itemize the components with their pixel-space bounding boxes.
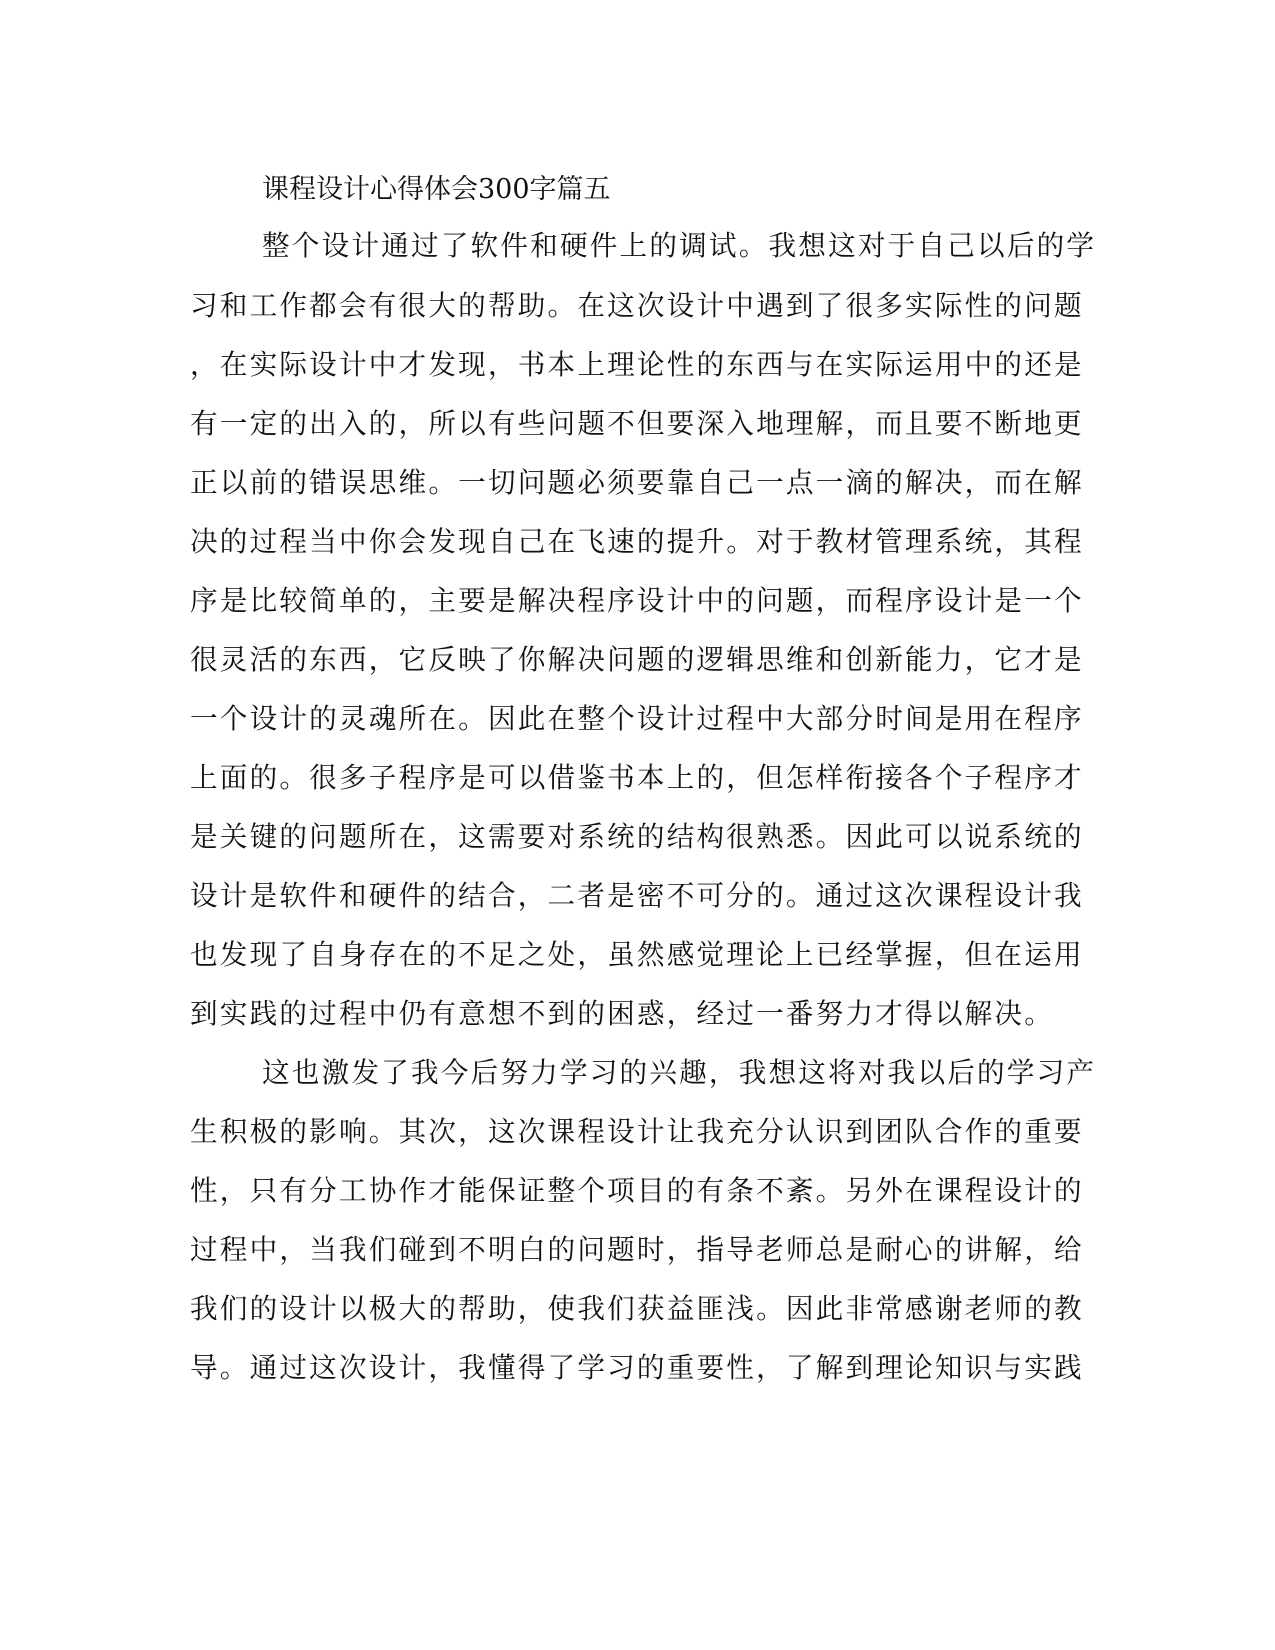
paragraph-line: 习和工作都会有很大的帮助。在这次设计中遇到了很多实际性的问题 <box>190 289 1084 322</box>
paragraph-line: 我们的设计以极大的帮助，使我们获益匪浅。因此非常感谢老师的教 <box>190 1292 1084 1325</box>
paragraph-line: 性，只有分工协作才能保证整个项目的有条不紊。另外在课程设计的 <box>190 1174 1084 1207</box>
paragraph-line: 序是比较简单的，主要是解决程序设计中的问题，而程序设计是一个 <box>190 584 1084 617</box>
paragraph-line: 生积极的影响。其次，这次课程设计让我充分认识到团队合作的重要 <box>190 1115 1084 1148</box>
paragraph-line: 决的过程当中你会发现自己在飞速的提升。对于教材管理系统，其程 <box>190 525 1084 558</box>
paragraph-line: 很灵活的东西，它反映了你解决问题的逻辑思维和创新能力，它才是 <box>190 643 1084 676</box>
paragraph-line: 也发现了自身存在的不足之处，虽然感觉理论上已经掌握，但在运用 <box>190 938 1084 971</box>
paragraph-line: 过程中，当我们碰到不明白的问题时，指导老师总是耐心的讲解，给 <box>190 1233 1084 1266</box>
paragraph-line: 到实践的过程中仍有意想不到的困惑，经过一番努力才得以解决。 <box>190 997 1055 1030</box>
document-title: 课程设计心得体会300字篇五 <box>262 174 611 205</box>
paragraph-line: 有一定的出入的，所以有些问题不但要深入地理解，而且要不断地更 <box>190 407 1084 440</box>
paragraph-line: 一个设计的灵魂所在。因此在整个设计过程中大部分时间是用在程序 <box>190 702 1084 735</box>
paragraph-line: 上面的。很多子程序是可以借鉴书本上的，但怎样衔接各个子程序才 <box>190 761 1084 794</box>
paragraph-line: ，在实际设计中才发现，书本上理论性的东西与在实际运用中的还是 <box>190 348 1084 381</box>
paragraph-line: 是关键的问题所在，这需要对系统的结构很熟悉。因此可以说系统的 <box>190 820 1084 853</box>
paragraph-line: 设计是软件和硬件的结合，二者是密不可分的。通过这次课程设计我 <box>190 879 1084 912</box>
paragraph-line: 正以前的错误思维。一切问题必须要靠自己一点一滴的解决，而在解 <box>190 466 1084 499</box>
paragraph-line: 整个设计通过了软件和硬件上的调试。我想这对于自己以后的学 <box>262 229 1097 262</box>
paragraph-line: 导。通过这次设计，我懂得了学习的重要性，了解到理论知识与实践 <box>190 1351 1084 1384</box>
paragraph-line: 这也激发了我今后努力学习的兴趣，我想这将对我以后的学习产 <box>262 1056 1097 1089</box>
